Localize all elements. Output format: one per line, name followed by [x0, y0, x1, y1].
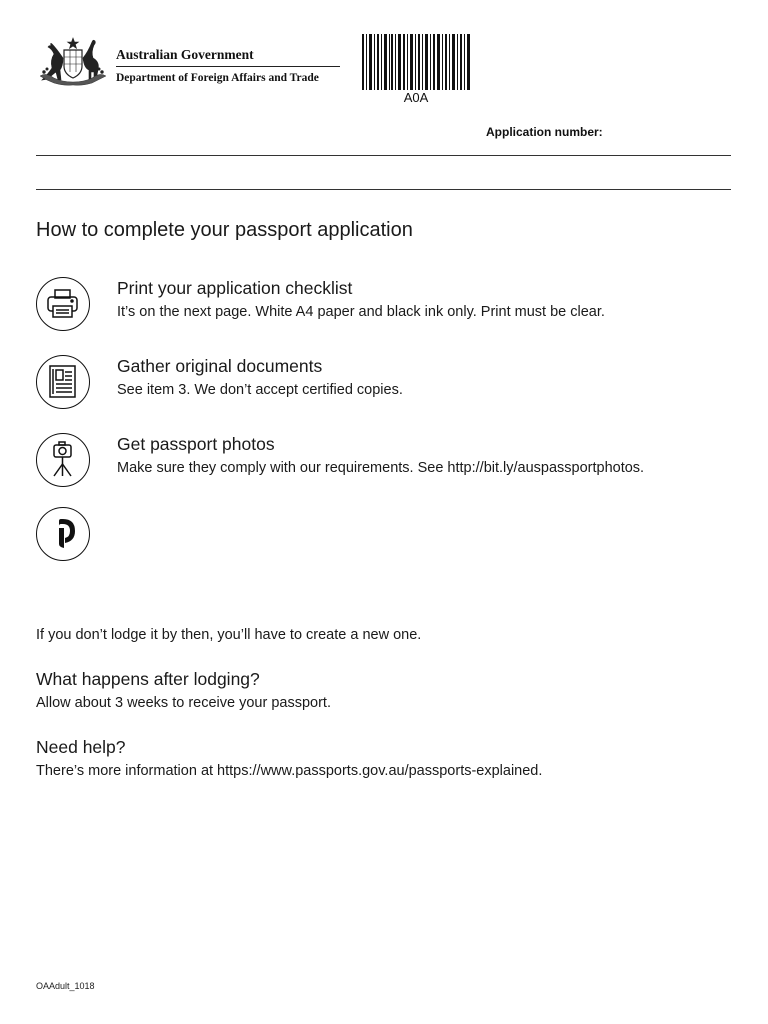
- section-heading-after-lodging: What happens after lodging?: [36, 669, 260, 689]
- step-title: Print your application checklist: [117, 278, 353, 298]
- government-branding: [116, 46, 342, 85]
- step-print-checklist: [36, 277, 736, 337]
- section-heading-need-help: Need help?: [36, 737, 126, 757]
- step-gather-documents: [36, 355, 736, 415]
- step-description: See item 3. We don’t accept certified copies.: [117, 382, 403, 398]
- government-name: Australian Government: [116, 47, 254, 62]
- branding-divider: [116, 66, 340, 67]
- document-icon: [37, 356, 88, 407]
- department-name: Department of Foreign Affairs and Trade: [116, 72, 319, 84]
- application-number-line: [36, 155, 731, 156]
- printer-icon: [37, 278, 88, 329]
- step-title: Get passport photos: [117, 434, 275, 454]
- camera-tripod-icon: [37, 434, 88, 485]
- step-description: Make sure they comply with our requirements. See http://bit.ly/auspassportphotos.: [117, 460, 645, 476]
- application-number-label: Application number:: [486, 125, 603, 139]
- barcode-icon: [362, 34, 472, 92]
- coat-of-arms-icon: [36, 36, 110, 86]
- form-code: OAAdult_1018: [36, 981, 95, 991]
- australia-post-icon: [37, 508, 88, 559]
- section-text-after-lodging: Allow about 3 weeks to receive your passport.: [36, 695, 331, 711]
- step-description: It’s on the next page. White A4 paper and black ink only. Print must be clear.: [117, 304, 605, 320]
- barcode-code: A0A: [403, 90, 429, 105]
- section-text-need-help: There’s more information at https://www.passports.gov.au/passports-explained.: [36, 763, 543, 779]
- lodge-note: If you don’t lodge it by then, you’ll have to create a new one.: [36, 627, 422, 643]
- step-title: Gather original documents: [117, 356, 323, 376]
- step-passport-photos: [36, 433, 736, 493]
- step-lodge-application: [36, 507, 736, 567]
- page-title: How to complete your passport application: [36, 219, 413, 241]
- section-divider: [36, 189, 731, 190]
